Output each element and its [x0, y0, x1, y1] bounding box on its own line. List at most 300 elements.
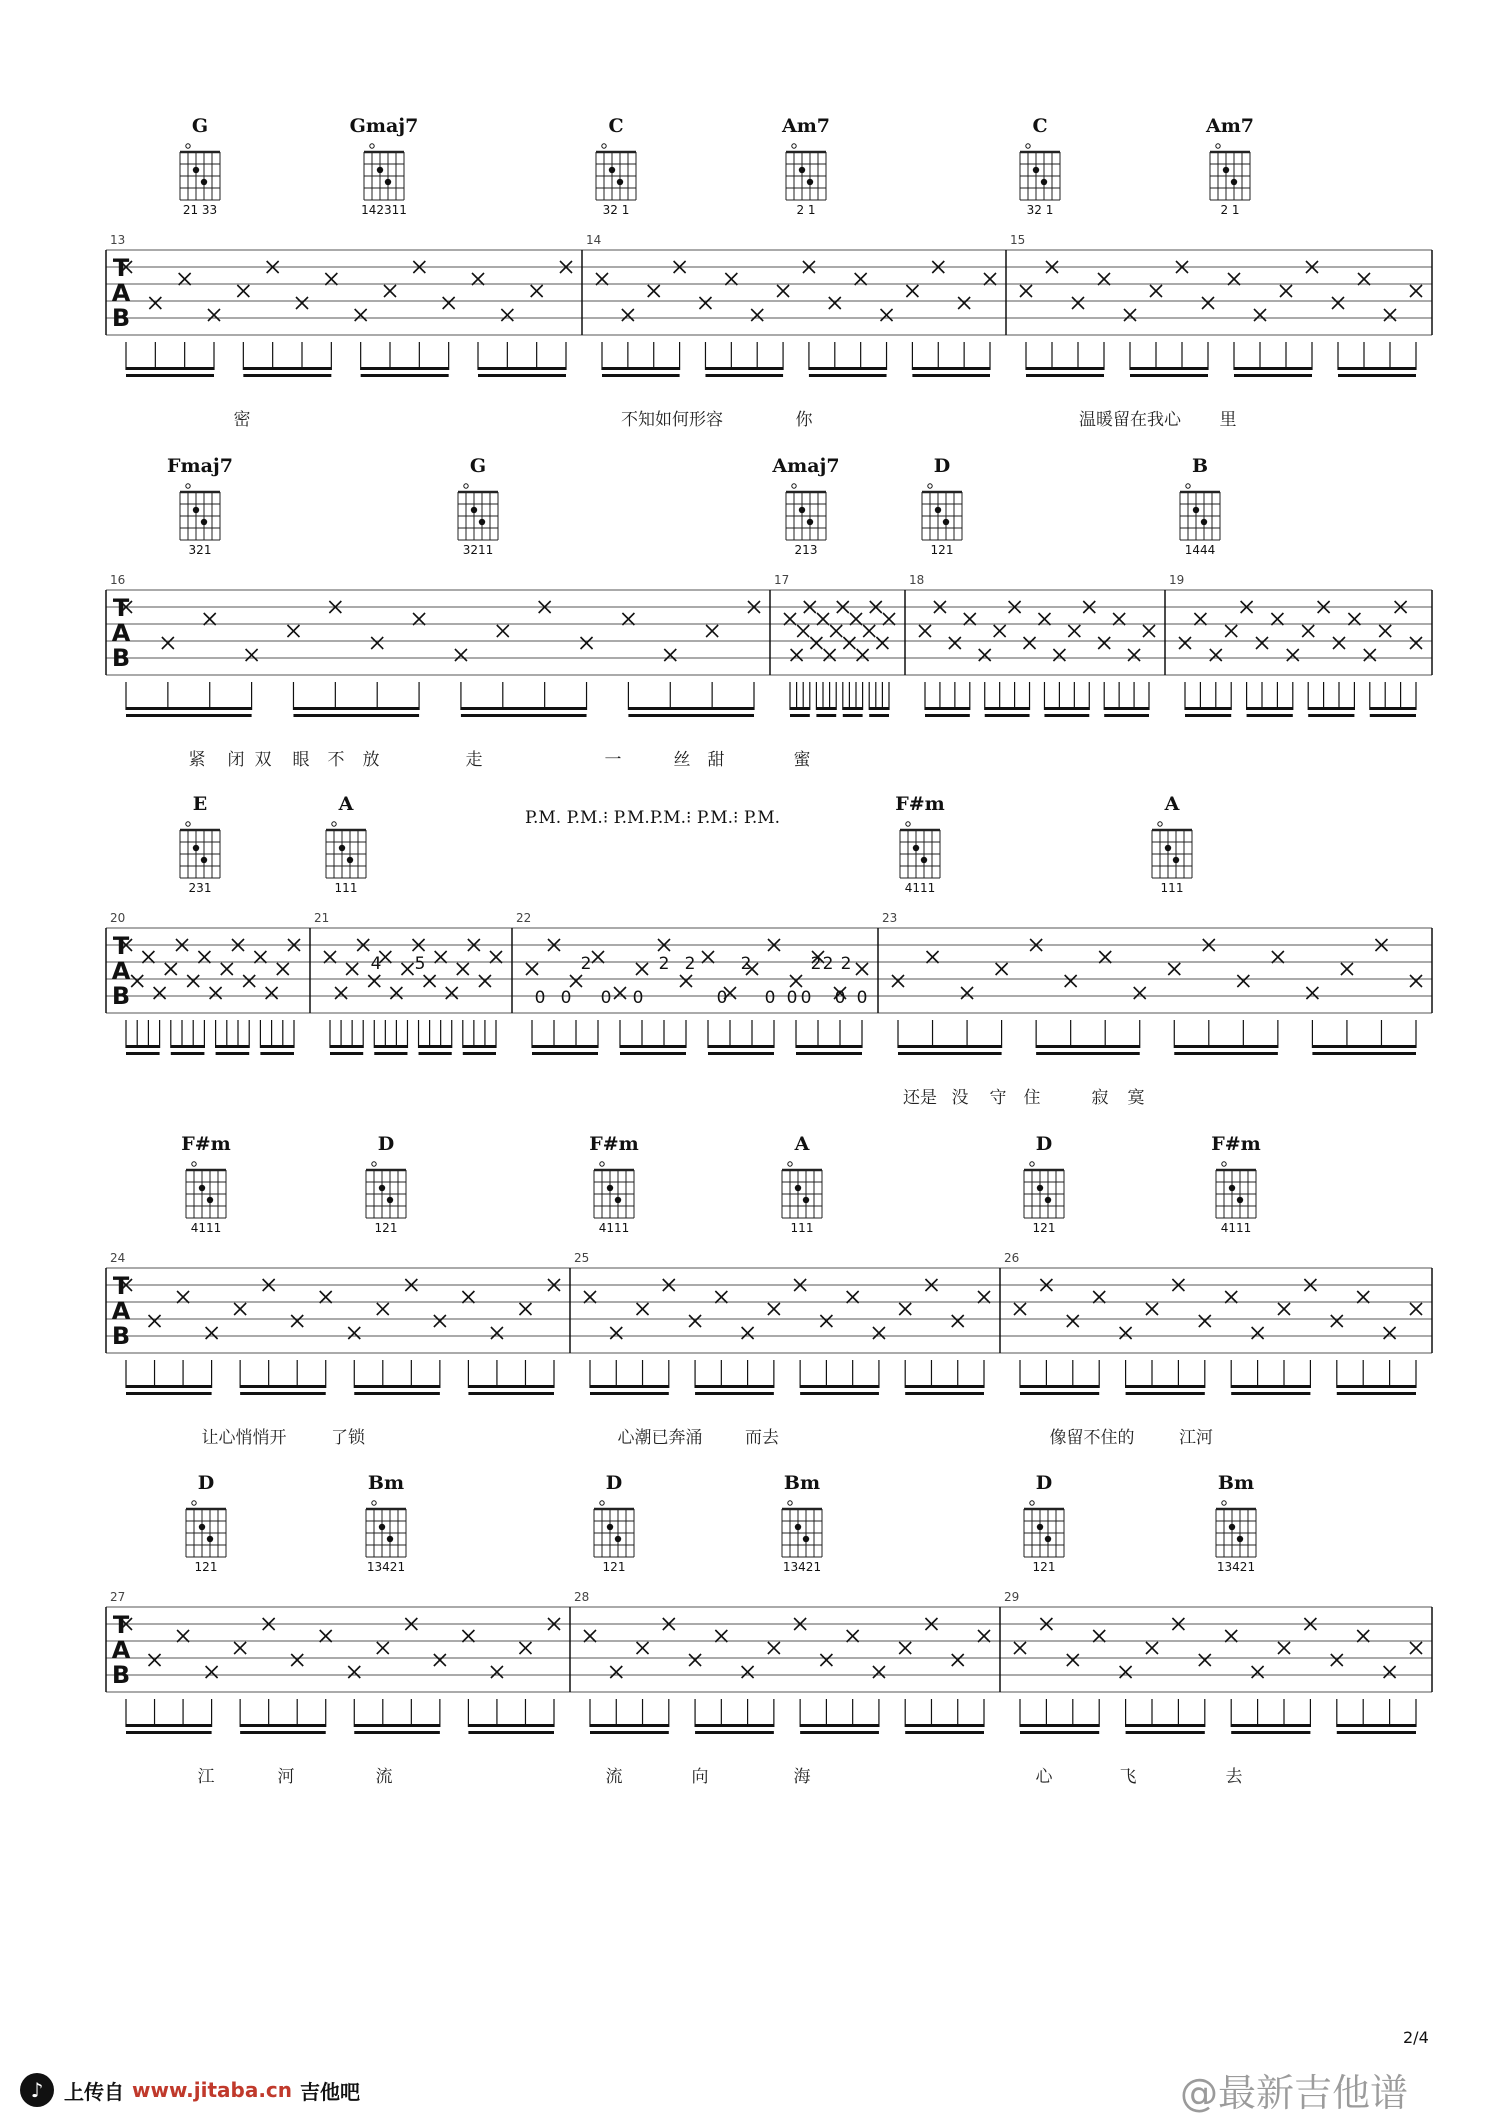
x-note [472, 273, 484, 285]
x-note [906, 285, 918, 297]
chord-fingering: 121 [1032, 1560, 1056, 1574]
chord-diagram [180, 822, 220, 878]
lyric: 双 [254, 750, 272, 770]
beam [293, 707, 419, 710]
chord-fingering: 13421 [366, 1560, 406, 1574]
fret-number: 0 [834, 988, 846, 1008]
x-note [154, 987, 166, 999]
x-note [1098, 273, 1110, 285]
x-note [637, 1303, 649, 1315]
x-note [596, 273, 608, 285]
chord-name: A [338, 793, 354, 815]
finger-dot [201, 519, 207, 525]
x-note [1168, 963, 1180, 975]
chord-name: G [191, 115, 209, 137]
fret-number: 0 [764, 988, 776, 1008]
fret-number: 4 [370, 954, 382, 974]
x-note [206, 1327, 218, 1339]
x-note [1065, 975, 1077, 987]
x-note [457, 963, 469, 975]
beam [790, 707, 810, 710]
chord-name: Gmaj7 [349, 115, 419, 137]
chord-name: Am7 [1205, 115, 1255, 137]
x-note [1331, 1315, 1343, 1327]
beam [1174, 1052, 1278, 1055]
finger-dot [193, 167, 199, 173]
lyric: 守 [989, 1088, 1007, 1108]
beam [1231, 1724, 1310, 1727]
finger-dot [1193, 507, 1199, 513]
fret-number: 0 [786, 988, 798, 1008]
chord-fingering: 4111 [1220, 1221, 1252, 1235]
x-note [1225, 1291, 1237, 1303]
lyric: 里 [1219, 410, 1237, 430]
open-string-marker [1026, 144, 1030, 148]
finger-dot [1045, 1536, 1051, 1542]
fret-number: 0 [600, 988, 612, 1008]
chord-diagram [366, 1501, 406, 1557]
lyric: 像留不住的 [1049, 1428, 1135, 1448]
finger-dot [1037, 1524, 1043, 1530]
chord-name: F#m [589, 1133, 639, 1155]
beam [1231, 1392, 1310, 1395]
x-note [899, 1303, 911, 1315]
chord-name: D [605, 1472, 623, 1494]
finger-dot [795, 1185, 801, 1191]
x-note [237, 285, 249, 297]
x-note [847, 1291, 859, 1303]
x-note [446, 987, 458, 999]
x-note [254, 951, 266, 963]
chord-name: Amaj7 [772, 455, 840, 477]
chord-fingering: 4111 [598, 1221, 630, 1235]
beam [1104, 707, 1149, 710]
chord-name: E [192, 793, 208, 815]
beam [816, 707, 836, 710]
footer-prefix: 上传自 [64, 2079, 124, 2104]
x-note [1237, 975, 1249, 987]
beam [705, 367, 783, 370]
x-note [296, 297, 308, 309]
x-note [368, 975, 380, 987]
chord-name: A [794, 1133, 810, 1155]
x-note [883, 613, 895, 625]
lyric: 闭 [227, 750, 245, 770]
x-note [706, 625, 718, 637]
chord-fingering: 231 [188, 881, 212, 895]
open-string-marker [1222, 1501, 1226, 1505]
beam [361, 374, 449, 377]
beam [468, 1385, 554, 1388]
x-note [857, 649, 869, 661]
beam [1312, 1052, 1416, 1055]
x-note [177, 1630, 189, 1642]
chord-name: D [1035, 1133, 1053, 1155]
tab-letter-a: A [111, 1297, 131, 1325]
x-note [1228, 273, 1240, 285]
x-note [952, 1315, 964, 1327]
lyric: 蜜 [793, 750, 811, 770]
x-note [873, 1666, 885, 1678]
fret-number: 0 [856, 988, 868, 1008]
beam [796, 1052, 862, 1055]
x-note [1384, 309, 1396, 321]
x-note [584, 1630, 596, 1642]
x-note [210, 987, 222, 999]
x-note [204, 613, 216, 625]
finger-dot [795, 1524, 801, 1530]
beam [1370, 707, 1416, 710]
tab-letter-b: B [111, 1322, 131, 1350]
x-note [994, 625, 1006, 637]
fret-number: 2 [580, 954, 592, 974]
chord-name: A [1164, 793, 1180, 815]
beam [590, 1385, 669, 1388]
beam [1126, 1724, 1205, 1727]
tab-letter-a: A [111, 279, 131, 307]
measure-number: 18 [909, 573, 925, 587]
chord-diagram [366, 1162, 406, 1218]
beam [628, 707, 754, 710]
palm-mute-marks: P.M. P.M.⁝ P.M.P.M.⁝ P.M.⁝ P.M. [525, 808, 781, 828]
beam [126, 367, 214, 370]
x-note [1194, 613, 1206, 625]
beam [243, 374, 331, 377]
x-note [1256, 637, 1268, 649]
x-note [434, 1654, 446, 1666]
x-note [855, 273, 867, 285]
x-note [1099, 951, 1111, 963]
beam [602, 367, 680, 370]
chord-diagram [186, 1501, 226, 1557]
open-string-marker [600, 1501, 604, 1505]
x-note [377, 1642, 389, 1654]
x-note [847, 1630, 859, 1642]
beam [809, 367, 887, 370]
beam [126, 1045, 160, 1048]
measure-number: 22 [516, 911, 532, 925]
finger-dot [1041, 179, 1047, 185]
x-note [1199, 1654, 1211, 1666]
open-string-marker [602, 144, 606, 148]
finger-dot [201, 857, 207, 863]
fret-number: 2 [684, 954, 696, 974]
x-note [149, 1315, 161, 1327]
x-note [162, 637, 174, 649]
open-string-marker [186, 144, 190, 148]
beam [126, 1731, 212, 1734]
x-note [531, 285, 543, 297]
tab-letter-t: T [112, 1272, 130, 1300]
measure-number: 17 [774, 573, 790, 587]
beam [1020, 1392, 1099, 1395]
x-note [401, 963, 413, 975]
beam [809, 374, 887, 377]
beam [126, 374, 214, 377]
open-string-marker [1216, 144, 1220, 148]
chord-diagram [1024, 1501, 1064, 1557]
x-note [1053, 649, 1065, 661]
x-note [142, 951, 154, 963]
beam [463, 1052, 496, 1055]
open-string-marker [186, 484, 190, 488]
x-note [1179, 637, 1191, 649]
beam [925, 714, 970, 717]
beam [912, 367, 990, 370]
x-note [777, 285, 789, 297]
finger-dot [1231, 179, 1237, 185]
chord-diagram [594, 1162, 634, 1218]
beam [468, 1724, 554, 1727]
beam [708, 1052, 774, 1055]
beam [590, 1731, 669, 1734]
beam [126, 1724, 212, 1727]
beam [1044, 714, 1089, 717]
finger-dot [379, 1185, 385, 1191]
x-note [234, 1303, 246, 1315]
x-note [958, 297, 970, 309]
lyric: 江 [197, 1767, 215, 1787]
finger-dot [1229, 1185, 1235, 1191]
chord-diagram [922, 484, 962, 540]
open-string-marker [1030, 1501, 1034, 1505]
x-note [206, 1666, 218, 1678]
x-note [1225, 1630, 1237, 1642]
x-note [1410, 1642, 1422, 1654]
beam [1185, 714, 1231, 717]
x-note [742, 1666, 754, 1678]
x-note [715, 1630, 727, 1642]
beam [1312, 1045, 1416, 1048]
chord-diagram [180, 144, 220, 200]
chord-fingering: 121 [930, 543, 954, 557]
beam [843, 707, 863, 710]
chord-diagram [594, 1501, 634, 1557]
beam [330, 1045, 363, 1048]
x-note [742, 1327, 754, 1339]
x-note [592, 951, 604, 963]
x-note [221, 963, 233, 975]
x-note [198, 951, 210, 963]
chord-fingering: 4111 [190, 1221, 222, 1235]
x-note [1384, 1666, 1396, 1678]
x-note [526, 963, 538, 975]
x-note [455, 649, 467, 661]
x-note [1134, 987, 1146, 999]
chord-name: D [1035, 1472, 1053, 1494]
x-note [978, 1291, 990, 1303]
footer-site-link[interactable]: www.jitaba.cn [132, 2078, 293, 2102]
beam [1020, 1724, 1099, 1727]
open-string-marker [332, 822, 336, 826]
beam [1174, 1045, 1278, 1048]
beam [1231, 1731, 1310, 1734]
x-note [810, 637, 822, 649]
beam [1185, 707, 1231, 710]
beam [628, 714, 754, 717]
measure-number: 29 [1004, 1590, 1020, 1604]
x-note [978, 1630, 990, 1642]
chord-name: Bm [783, 1472, 821, 1494]
lyric: 丝 [673, 750, 691, 770]
x-note [751, 309, 763, 321]
x-note [964, 613, 976, 625]
weibo-watermark: @最新吉他谱 [1180, 2071, 1409, 2115]
beam [478, 374, 566, 377]
finger-dot [1045, 1197, 1051, 1203]
x-note [1348, 613, 1360, 625]
finger-dot [479, 519, 485, 525]
lyric: 甜 [707, 750, 725, 770]
finger-dot [387, 1197, 393, 1203]
x-note [434, 1315, 446, 1327]
finger-dot [387, 1536, 393, 1542]
x-note [702, 951, 714, 963]
beam [374, 1045, 407, 1048]
x-note [1410, 637, 1422, 649]
beam [1308, 714, 1354, 717]
jitaba-logo-icon: ♪ [20, 2073, 54, 2107]
x-note [1067, 1654, 1079, 1666]
x-note [266, 987, 278, 999]
open-string-marker [192, 1501, 196, 1505]
beam [216, 1052, 250, 1055]
chord-name: D [933, 455, 951, 477]
finger-dot [807, 519, 813, 525]
x-note [501, 309, 513, 321]
x-note [1302, 625, 1314, 637]
beam [912, 374, 990, 377]
beam [1337, 1731, 1416, 1734]
beam [1020, 1385, 1099, 1388]
x-note [820, 1654, 832, 1666]
open-string-marker [788, 1162, 792, 1166]
beam [1338, 374, 1416, 377]
beam [905, 1392, 984, 1395]
chord-fingering: 32 1 [602, 203, 630, 217]
chord-diagram [1180, 484, 1220, 540]
fret-number: 0 [716, 988, 728, 1008]
x-note [1331, 1654, 1343, 1666]
beam [695, 1724, 774, 1727]
beam [1338, 367, 1416, 370]
x-note [1364, 649, 1376, 661]
x-note [1225, 625, 1237, 637]
measure-number: 16 [110, 573, 126, 587]
x-note [784, 613, 796, 625]
beam [126, 714, 252, 717]
chord-fingering: 121 [194, 1560, 218, 1574]
x-note [1014, 1303, 1026, 1315]
beam [1308, 707, 1354, 710]
x-note [830, 625, 842, 637]
x-note [570, 975, 582, 987]
beam [126, 1385, 212, 1388]
finger-dot [617, 179, 623, 185]
x-note [790, 975, 802, 987]
lyric: 眼 [292, 750, 310, 770]
x-note [850, 613, 862, 625]
beam [790, 714, 810, 717]
lyric: 不知如何形容 [621, 410, 723, 430]
x-note [1068, 625, 1080, 637]
x-note [1067, 1315, 1079, 1327]
beam [171, 1045, 205, 1048]
finger-dot [379, 1524, 385, 1530]
x-note [1272, 951, 1284, 963]
chord-name: Bm [1217, 1472, 1255, 1494]
x-note [490, 951, 502, 963]
beam [532, 1045, 598, 1048]
beam [126, 707, 252, 710]
open-string-marker [186, 822, 190, 826]
finger-dot [799, 507, 805, 513]
open-string-marker [600, 1162, 604, 1166]
x-note [996, 963, 1008, 975]
x-note [824, 649, 836, 661]
finger-dot [471, 507, 477, 513]
tab-letter-t: T [112, 932, 130, 960]
finger-dot [199, 1185, 205, 1191]
x-note [984, 273, 996, 285]
x-note [491, 1327, 503, 1339]
chord-name: Bm [367, 1472, 405, 1494]
x-note [881, 309, 893, 321]
chord-name: F#m [1211, 1133, 1261, 1155]
chord-fingering: 13421 [1216, 1560, 1256, 1574]
finger-dot [193, 845, 199, 851]
chord-fingering: 111 [334, 881, 358, 895]
chord-name: D [377, 1133, 395, 1155]
beam [1020, 1731, 1099, 1734]
x-note [1333, 637, 1345, 649]
beam [1234, 367, 1312, 370]
open-string-marker [1158, 822, 1162, 826]
x-note [1210, 649, 1222, 661]
x-note [287, 625, 299, 637]
beam [1104, 714, 1149, 717]
chord-fingering: 2 1 [1220, 203, 1240, 217]
x-note [768, 1642, 780, 1654]
x-note [348, 1666, 360, 1678]
x-note [179, 273, 191, 285]
x-note [246, 649, 258, 661]
chord-fingering: 1444 [1184, 543, 1216, 557]
beam [293, 714, 419, 717]
x-note [384, 285, 396, 297]
x-note [371, 637, 383, 649]
x-note [234, 1642, 246, 1654]
finger-dot [935, 507, 941, 513]
beam [1026, 367, 1104, 370]
measure-number: 15 [1010, 233, 1026, 247]
beam [1130, 374, 1208, 377]
x-note [680, 975, 692, 987]
x-note [856, 963, 868, 975]
lyric: 放 [362, 750, 380, 770]
x-note [1306, 987, 1318, 999]
beam [240, 1731, 326, 1734]
beam [620, 1052, 686, 1055]
x-note [820, 1315, 832, 1327]
lyric: 走 [465, 750, 483, 770]
chord-fingering: 3211 [462, 543, 494, 557]
x-note [664, 649, 676, 661]
finger-dot [943, 519, 949, 525]
measure-number: 28 [574, 1590, 590, 1604]
chord-diagram [596, 144, 636, 200]
lyric: 寂 [1091, 1088, 1109, 1108]
